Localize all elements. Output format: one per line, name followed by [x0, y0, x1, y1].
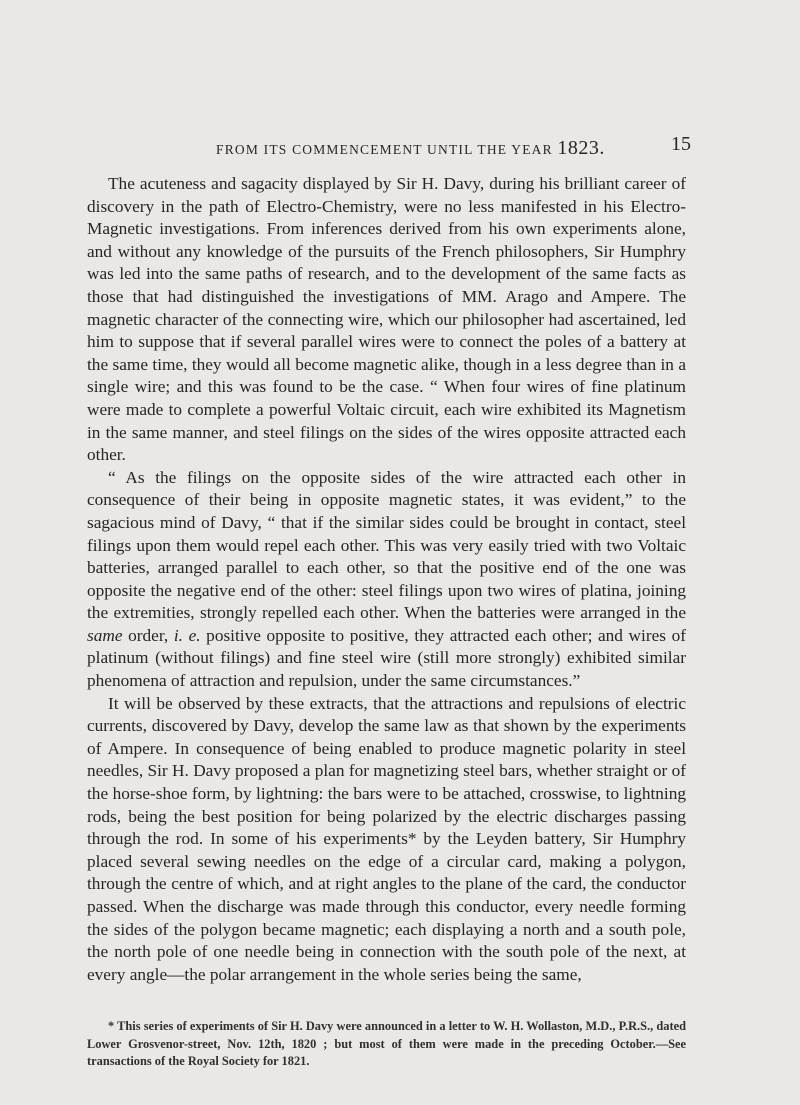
running-title [216, 137, 605, 160]
running-head [0, 133, 800, 163]
emphasis-ie: i. e. [173, 625, 201, 645]
running-title-text: FROM ITS COMMENCEMENT UNTIL THE YEAR [216, 142, 553, 157]
paragraph-2-part-a: “ As the filings on the opposite sides of the wire attracted each other in consequence of their being in opposite magnetic states, it was evident,” to the sagacious mind of Davy, “ that if the similar sides could be brought in contact, steel filings upon them would repel each other. This was very easily tried with two Voltaic batteries, arranged parallel to each other, so that the positive end of the one was opposite the negative end of the other: steel filings upon two wires of platina, joining the extremities, strongly repelled each other. When the batteries were arranged in the [87, 467, 686, 623]
paragraph-2-part-b: order, [128, 625, 169, 645]
body-text [87, 173, 686, 986]
footnote [87, 1018, 686, 1071]
footnote-text: * This series of experiments of Sir H. Davy were announced in a letter to W. H. Wollaston, M.D., P.R.S., dated Lower Grosvenor-street, Nov. 12th, 1820 ; but most of them were made in the preceding October.—See transactions of the Royal Society for 1821. [87, 1019, 686, 1068]
paragraph-2-part-c: positive opposite to positive, they attracted each other; and wires of platinum (without filings) and fine steel wire (still more strongly) exhibited similar phenomena of attraction and repulsion, under the same circumstances.” [87, 625, 686, 691]
paragraph-2 [87, 467, 686, 693]
page-number: 15 [671, 133, 691, 155]
paragraph-1: The acuteness and sagacity displayed by Sir H. Davy, during his brilliant career of discovery in the path of Electro-Chemistry, were no less manifested in his Electro-Magnetic investigations. From inferences derived from his own experiments alone, and without any knowledge of the pursuits of the French philosophers, Sir Humphry was led into the same paths of research, and to the development of the same facts as those that had distinguished the investigations of MM. Arago and Ampere. The magnetic character of the connecting wire, which our philosopher had ascertained, led him to suppose that if several parallel wires were to connect the poles of a battery at the same time, they would all become magnetic alike, though in a less degree than in a single wire; and this was found to be the case. “ When four wires of fine platinum were made to complete a powerful Voltaic circuit, each wire exhibited its Magnetism in the same manner, and steel filings on the sides of the wires opposite attracted each other. [87, 174, 686, 465]
running-title-year: 1823. [557, 137, 605, 159]
emphasis-same: same [87, 625, 123, 645]
paragraph-3: It will be observed by these extracts, that the attractions and repulsions of electric currents, discovered by Davy, develop the same law as that shown by the experiments of Ampere. In consequence of being enabled to produce magnetic polarity in steel needles, Sir H. Davy proposed a plan for magnetizing steel bars, whether straight or of the horse-shoe form, by lightning: the bars were to be attached, crosswise, to lightning rods, being the best position for being polarized by the electric discharges passing through the rod. In some of his experiments* by the Leyden battery, Sir Humphry placed several sewing needles on the edge of a circular card, making a polygon, through the centre of which, and at right angles to the plane of the card, the conductor passed. When the discharge was made through this conductor, every needle forming the sides of the polygon became magnetic; each displaying a north and a south pole, the north pole of one needle being in connection with the south pole of the next, at every angle—the polar arrangement in the whole series being the same, [87, 693, 686, 984]
